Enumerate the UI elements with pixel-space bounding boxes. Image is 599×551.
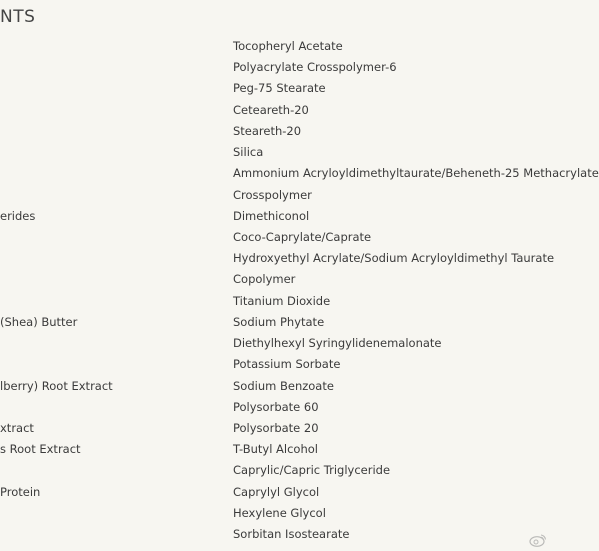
right-ingredient-20: T-Butyl Alcohol bbox=[233, 442, 318, 457]
right-ingredient-19: Polysorbate 20 bbox=[233, 420, 319, 435]
right-ingredient-2: Polyacrylate Crosspolymer-6 bbox=[233, 60, 397, 75]
right-ingredient-8: Crosspolymer bbox=[233, 187, 312, 202]
left-ingredient-20: s Root Extract bbox=[0, 442, 81, 457]
right-ingredient-15: Diethylhexyl Syringylidenemalonate bbox=[233, 336, 442, 351]
right-ingredient-12: Copolymer bbox=[233, 272, 296, 287]
right-ingredient-10: Coco-Caprylate/Caprate bbox=[233, 229, 372, 244]
left-ingredient-2 bbox=[0, 57, 113, 78]
left-ingredient-9: erides bbox=[0, 208, 36, 223]
right-ingredient-13: Titanium Dioxide bbox=[233, 293, 331, 308]
right-ingredient-6: Silica bbox=[233, 145, 264, 160]
right-ingredient-11: Hydroxyethyl Acrylate/Sodium Acryloyldimethyl Taurate bbox=[233, 251, 555, 266]
left-ingredient-23 bbox=[0, 503, 113, 524]
left-ingredient-7 bbox=[0, 163, 113, 184]
right-ingredient-4: Ceteareth-20 bbox=[233, 102, 309, 117]
left-ingredient-3 bbox=[0, 78, 113, 99]
right-ingredient-9: Dimethiconol bbox=[233, 208, 310, 223]
left-ingredient-22: Protein bbox=[0, 484, 41, 499]
right-ingredient-23: Hexylene Glycol bbox=[233, 505, 326, 520]
left-ingredient-1 bbox=[0, 36, 113, 57]
left-ingredient-10 bbox=[0, 227, 113, 248]
right-ingredient-17: Sodium Benzoate bbox=[233, 378, 334, 393]
left-ingredient-21 bbox=[0, 460, 113, 481]
left-ingredient-18 bbox=[0, 397, 113, 418]
left-ingredient-4 bbox=[0, 100, 113, 121]
left-ingredient-6 bbox=[0, 142, 113, 163]
left-ingredient-17: lberry) Root Extract bbox=[0, 378, 113, 393]
right-ingredient-22: Caprylyl Glycol bbox=[233, 484, 320, 499]
left-ingredient-15 bbox=[0, 333, 113, 354]
weibo-watermark-icon bbox=[529, 532, 547, 546]
left-ingredient-14: (Shea) Butter bbox=[0, 314, 78, 329]
left-ingredient-24 bbox=[0, 524, 113, 545]
right-ingredient-1: Tocopheryl Acetate bbox=[233, 39, 343, 53]
left-ingredient-11 bbox=[0, 248, 113, 269]
right-ingredient-24: Sorbitan Isostearate bbox=[233, 527, 350, 542]
ingredients-right-column bbox=[233, 36, 599, 545]
right-ingredient-14: Sodium Phytate bbox=[233, 314, 325, 329]
left-ingredient-12 bbox=[0, 269, 113, 290]
right-ingredient-3: Peg-75 Stearate bbox=[233, 81, 326, 96]
left-ingredient-16 bbox=[0, 354, 113, 375]
right-ingredient-5: Steareth-20 bbox=[233, 123, 302, 138]
right-ingredient-18: Polysorbate 60 bbox=[233, 399, 319, 414]
left-ingredient-19: xtract bbox=[0, 420, 34, 435]
ingredients-left-column bbox=[0, 36, 113, 545]
right-ingredient-7: Ammonium Acryloyldimethyltaurate/Beheneth-25 Methacrylate bbox=[233, 166, 599, 181]
right-ingredient-16: Potassium Sorbate bbox=[233, 357, 341, 372]
left-ingredient-5 bbox=[0, 121, 113, 142]
left-ingredient-8 bbox=[0, 185, 113, 206]
right-ingredient-21: Caprylic/Capric Triglyceride bbox=[233, 463, 391, 478]
page-heading: NTS bbox=[0, 7, 36, 27]
left-ingredient-13 bbox=[0, 291, 113, 312]
